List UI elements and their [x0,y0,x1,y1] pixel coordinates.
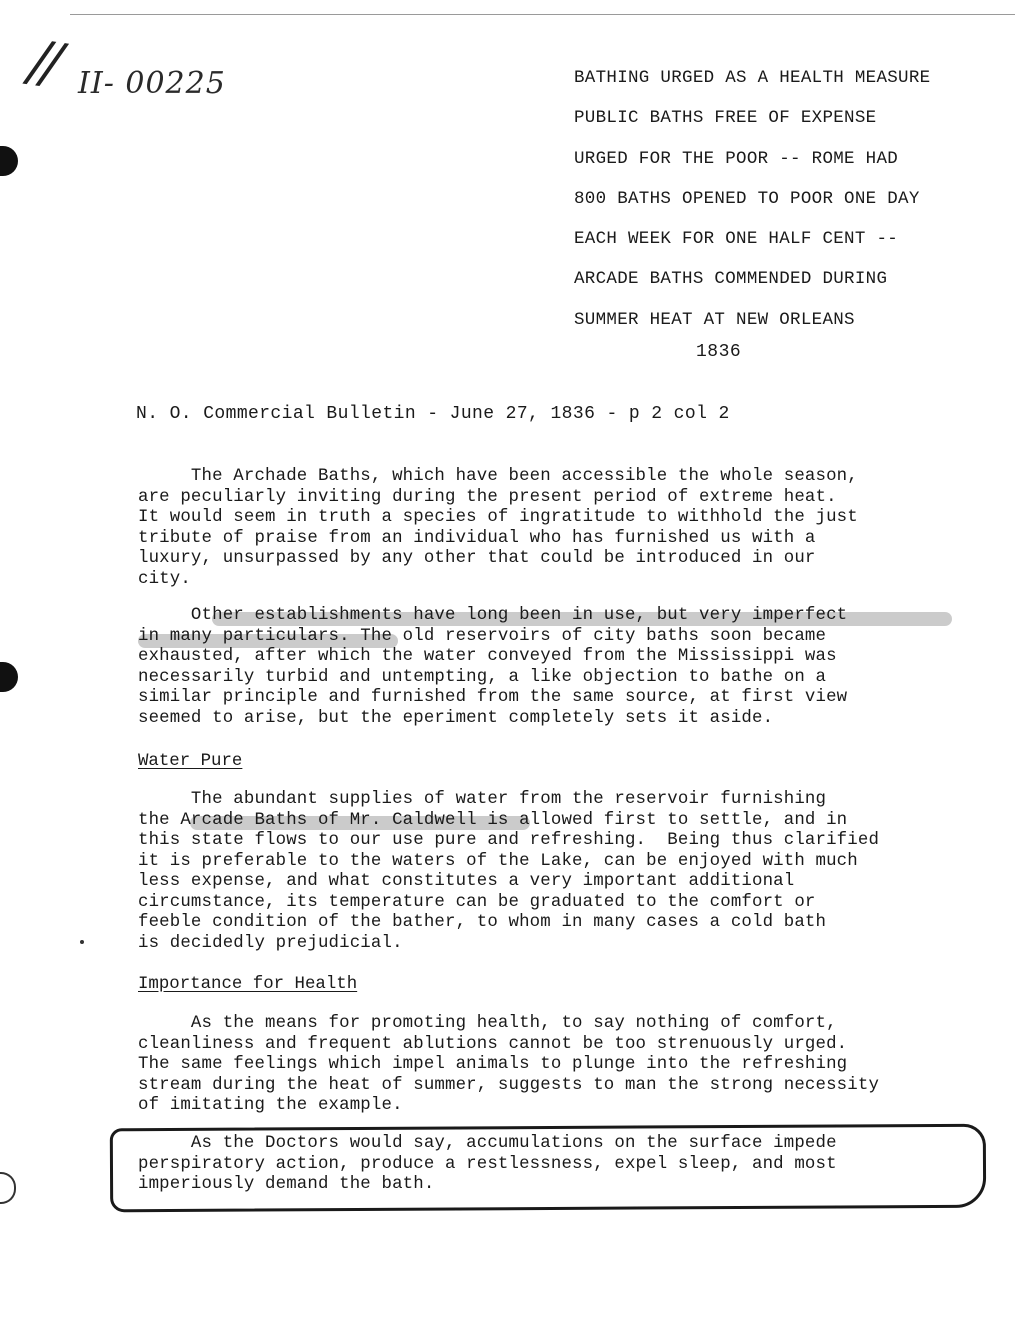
headline-line: PUBLIC BATHS FREE OF EXPENSE [574,108,877,129]
top-rule [70,14,1015,15]
headline [574,58,930,340]
source-citation: N. O. Commercial Bulletin - June 27, 1836 - p 2 col 2 [136,404,730,424]
headline-line: URGED FOR THE POOR -- ROME HAD [574,148,899,169]
paragraph-arcade-baths: The Archade Baths, which have been accessible the whole season, are peculiarly inviting during the present period of extreme heat. It would seem in truth a species of ingratitude to withhold the just tribute of praise from an individual who has furnished us with a luxury, unsurpassed by any other that could be introduced in our city. [138,467,858,589]
headline-line: SUMMER HEAT AT NEW ORLEANS [574,309,855,330]
file-number: II- 00225 [78,66,226,101]
punch-hole-bottom [0,1172,16,1204]
headline-line: EACH WEEK FOR ONE HALF CENT -- [574,229,899,250]
subheading-importance-for-health: Importance for Health [138,975,358,994]
headline-year: 1836 [696,342,742,362]
subheading-water-pure: Water Pure [138,752,243,771]
handwritten-slashes: // [25,28,61,97]
paragraph-promoting-health: As the means for promoting health, to say nothing of comfort, cleanliness and frequent ablutions cannot be too strenuously urged. The same feelings which impel animals to plunge into the refreshing stream during the heat of summer, suggests to man the strong necessity of imitating the example. [138,1014,880,1115]
paragraph-water-supply: The abundant supplies of water from the reservoir furnishing the Arcade Baths of Mr. Caldwell is allowed first to settle, and in this state flows to our use pure and refreshing. Being thus clarified it is preferable to the waters of the Lake, can be enjoyed with much less expense, and what constitutes a very important additional circumstance, its temperature can be graduated to the comfort or feeble condition of the bather, to whom in many cases a cold bath is decidedly prejudicial. [138,790,880,953]
punch-hole-middle [0,662,18,692]
headline-line: ARCADE BATHS COMMENDED DURING [574,269,888,290]
paragraph-doctors-quote: As the Doctors would say, accumulations on the surface impede perspiratory action, produce a restlessness, expel sleep, and most imperiously demand the bath. [138,1134,837,1194]
paragraph-other-establishments: Other establishments have long been in use, but very imperfect in many particulars. The old reservoirs of city baths soon became exhausted, after which the water conveyed from the Mississippi was necessarily turbid and untempting, a like objection to bathe on a similar principle and furnished from the same source, at first view seemed to arise, but the eperiment completely sets it aside. [138,606,848,728]
punch-hole-top [0,146,18,176]
headline-line: BATHING URGED AS A HEALTH MEASURE [574,68,931,88]
headline-line: 800 BATHS OPENED TO POOR ONE DAY [574,188,920,209]
margin-mark [80,940,84,944]
